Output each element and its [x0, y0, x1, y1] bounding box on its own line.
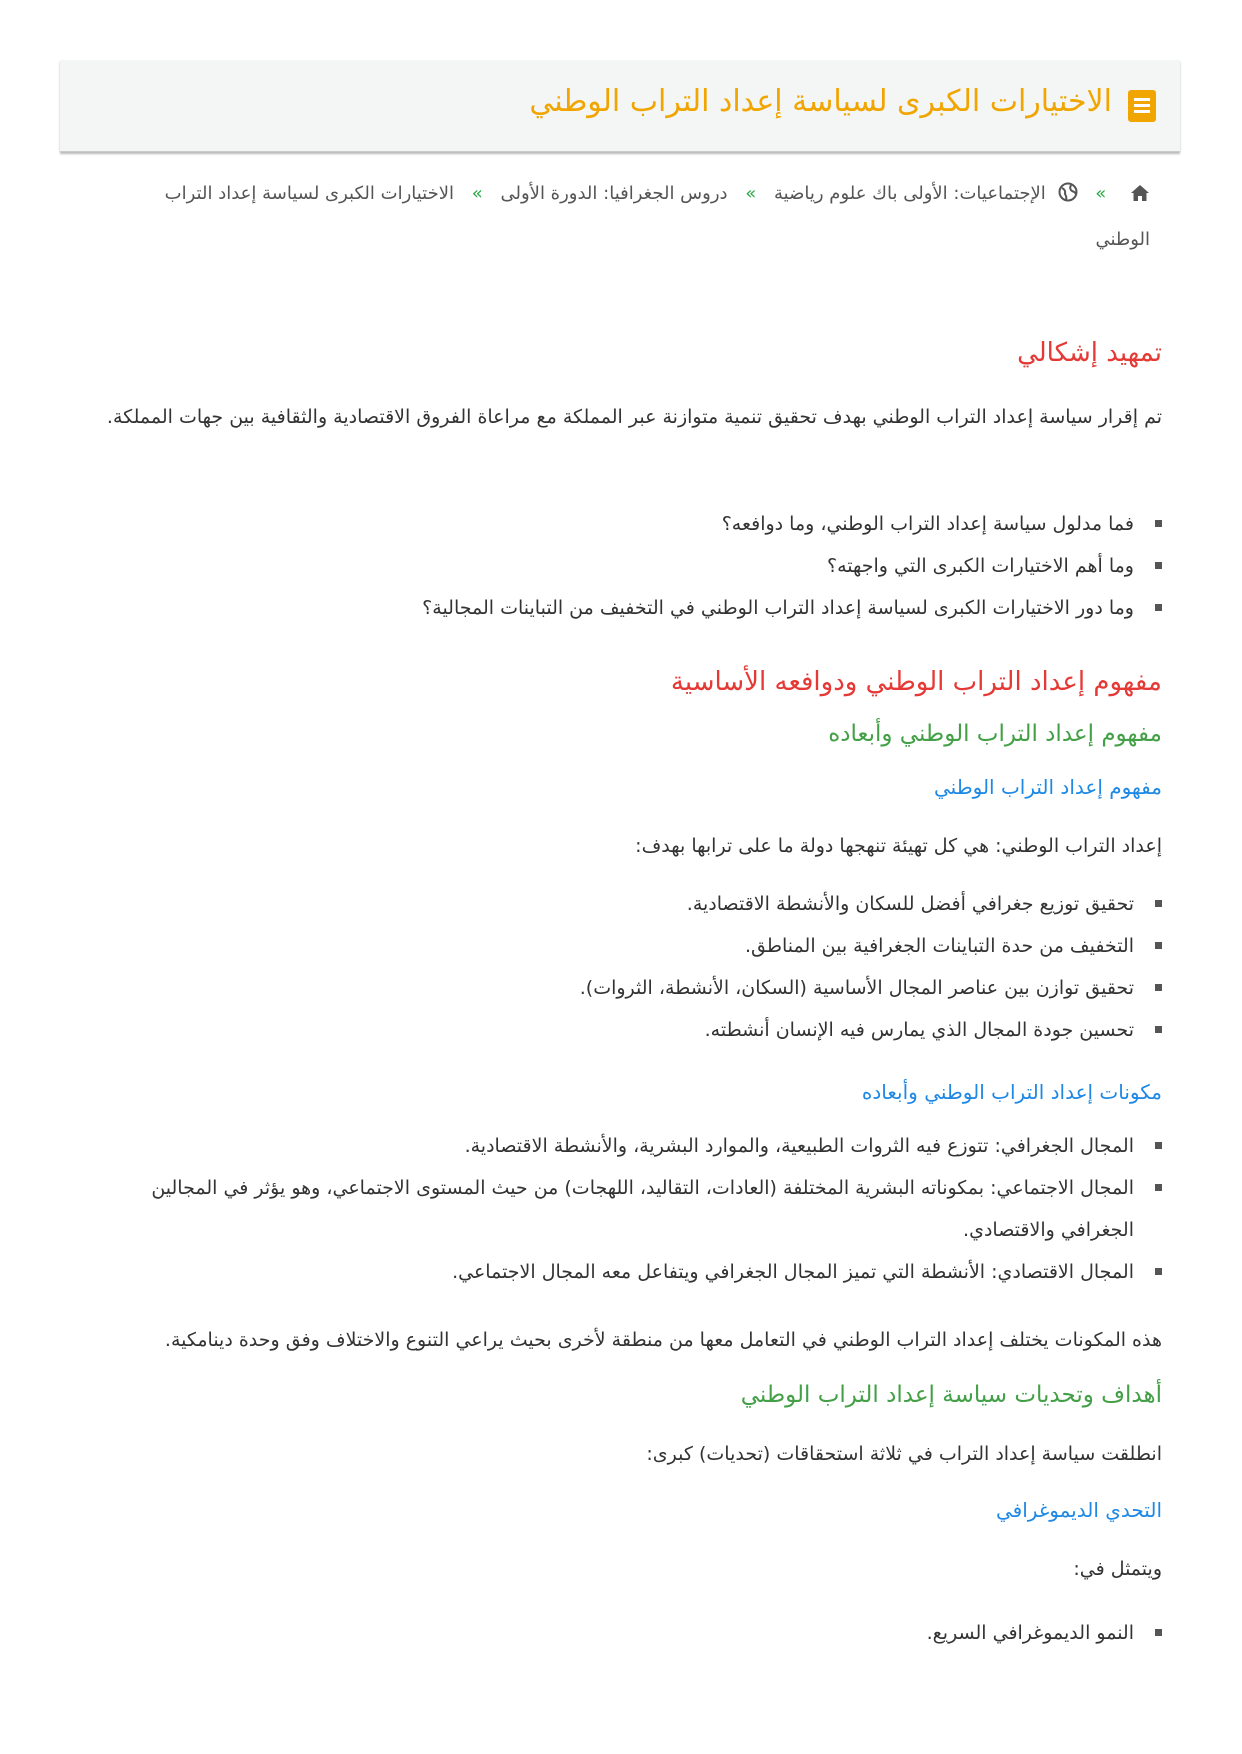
list-item: النمو الديموغرافي السريع.: [92, 1612, 1134, 1654]
intro-heading: تمهيد إشكالي: [1017, 338, 1162, 368]
demo-list: [92, 1612, 1162, 1654]
components-paragraph: هذه المكونات يختلف إعداد التراب الوطني في التعامل معها من منطقة لأخرى بحيث يراعي التنوع والاختلاف وفق وحدة دينامكية.: [164, 1329, 1162, 1351]
intro-questions: [92, 503, 1162, 629]
goals-intro: [92, 1433, 1162, 1475]
demo-title: [92, 1498, 1162, 1522]
intro-section: [92, 338, 1162, 368]
breadcrumb-separator: »: [471, 183, 483, 204]
concept-def-heading: مفهوم إعداد التراب الوطني: [934, 775, 1162, 799]
document-icon: [1128, 90, 1156, 122]
concept-goals: [92, 883, 1162, 1051]
demo-intro: [92, 1548, 1162, 1590]
breadcrumb-item[interactable]: الإجتماعيات: الأولى باك علوم رياضية: [774, 183, 1046, 204]
breadcrumb-item[interactable]: دروس الجغرافيا: الدورة الأولى: [500, 183, 728, 204]
concept-section: [92, 667, 1162, 697]
list-item: تحقيق توزيع جغرافي أفضل للسكان والأنشطة الاقتصادية.: [92, 883, 1134, 925]
breadcrumb-current: الاختيارات الكبرى لسياسة إعداد التراب الوطني: [164, 183, 1150, 250]
concept-heading: مفهوم إعداد التراب الوطني ودوافعه الأساسية: [670, 667, 1162, 697]
goals-paragraph: انطلقت سياسة إعداد التراب في ثلاثة استحقاقات (تحديات) كبرى:: [646, 1443, 1162, 1465]
list-item: المجال الجغرافي: تتوزع فيه الثروات الطبيعية، والموارد البشرية، والأنشطة الاقتصادية.: [92, 1125, 1134, 1167]
title-bar: [60, 60, 1180, 152]
list-item: فما مدلول سياسة إعداد التراب الوطني، وما دوافعه؟: [92, 503, 1134, 545]
list-item: وما أهم الاختيارات الكبرى التي واجهته؟: [92, 545, 1134, 587]
list-item: وما دور الاختيارات الكبرى لسياسة إعداد التراب الوطني في التخفيف من التباينات المجالية؟: [92, 587, 1134, 629]
concept-subheading: مفهوم إعداد التراب الوطني وأبعاده: [828, 721, 1162, 747]
list-item: تحسين جودة المجال الذي يمارس فيه الإنسان أنشطته.: [92, 1009, 1134, 1051]
page-title: الاختيارات الكبرى لسياسة إعداد التراب الوطني: [529, 84, 1112, 119]
concept-def-title: [92, 775, 1162, 799]
concept-sub: [92, 721, 1162, 747]
intro-paragraph: تم إقرار سياسة إعداد التراب الوطني بهدف تحقيق تنمية متوازنة عبر المملكة مع مراعاة الفروق الاقتصادية والثقافية بين جهات المملكة.: [106, 406, 1162, 428]
intro-body: [92, 396, 1162, 438]
breadcrumb-separator: »: [1095, 183, 1107, 204]
demo-heading: التحدي الديموغرافي: [996, 1498, 1162, 1522]
breadcrumb-separator: »: [745, 183, 757, 204]
components-heading: مكونات إعداد التراب الوطني وأبعاده: [861, 1080, 1162, 1104]
concept-definition: إعداد التراب الوطني: هي كل تهيئة تنهجها دولة ما على ترابها بهدف:: [635, 835, 1162, 857]
list-item: المجال الاقتصادي: الأنشطة التي تميز المجال الجغرافي ويتفاعل معه المجال الاجتماعي.: [92, 1251, 1134, 1293]
home-icon[interactable]: [1130, 175, 1150, 218]
components-list: [92, 1125, 1162, 1293]
list-item: المجال الاجتماعي: بمكوناته البشرية المختلفة (العادات، التقاليد، اللهجات) من حيث المستوى الاجتماعي، وهو يؤثر في المجالين الجغرافي والاقتصادي.: [92, 1167, 1134, 1251]
list-item: تحقيق توازن بين عناصر المجال الأساسية (السكان، الأنشطة، الثروات).: [92, 967, 1134, 1009]
components-note: [92, 1319, 1162, 1361]
breadcrumb: [140, 172, 1150, 261]
goals-section: [92, 1382, 1162, 1408]
demo-paragraph: ويتمثل في:: [1073, 1558, 1162, 1580]
globe-icon: [1058, 175, 1078, 218]
concept-def: [92, 825, 1162, 867]
goals-heading: أهداف وتحديات سياسة إعداد التراب الوطني: [740, 1382, 1162, 1408]
list-item: التخفيف من حدة التباينات الجغرافية بين المناطق.: [92, 925, 1134, 967]
components-title: [92, 1080, 1162, 1104]
